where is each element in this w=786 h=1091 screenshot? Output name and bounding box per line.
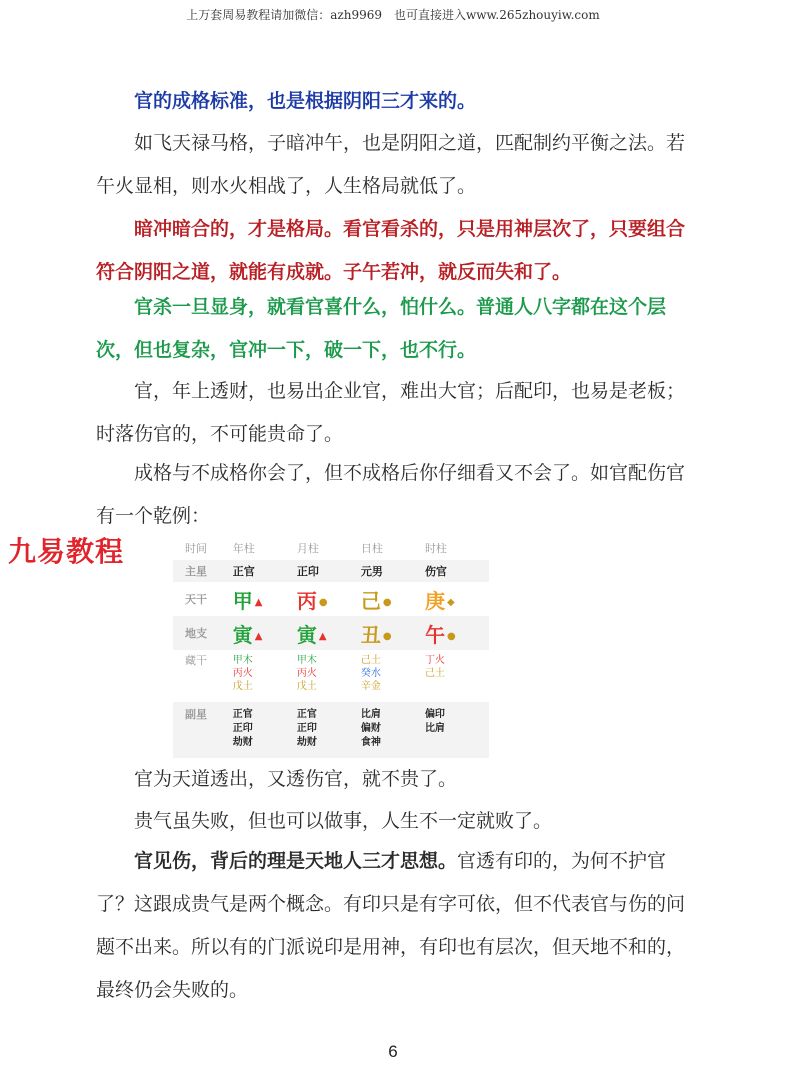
page-number: 6 <box>388 1042 398 1061</box>
paragraph-2: 如飞天禄马格，子暗冲午，也是阴阳之道，匹配制约平衡之法。若午火显相，则水火相战了，人生格局就低了。 <box>96 132 686 197</box>
branch-day: 丑 <box>360 622 381 647</box>
sub-star: 偏财 <box>360 723 381 734</box>
sub-star: 正官 <box>296 709 317 720</box>
hidden-stem: 甲木 <box>232 655 253 666</box>
bazi-row-stems <box>173 582 489 616</box>
sub-stars-day <box>361 708 425 750</box>
hidden-day <box>361 654 425 693</box>
main-star-year: 正官 <box>232 565 255 578</box>
paragraph-4: 官杀一旦显身，就看官喜什么，怕什么。普通人八字都在这个层次，但也复杂，官冲一下，破一下，也不行。 <box>96 296 667 361</box>
row-label-main-star: 主星 <box>185 565 207 578</box>
main-star-month: 正印 <box>296 565 319 578</box>
hidden-stem: 丙火 <box>232 668 253 679</box>
column-header-day: 日柱 <box>360 542 383 555</box>
sub-star: 正印 <box>296 723 317 734</box>
paragraph-1: 官的成格标准，也是根据阴阳三才来的。 <box>134 90 477 112</box>
bazi-row-header <box>173 536 489 560</box>
page-header: 上万套周易教程请加微信：azh9969 也可直接进入www.265zhouyiw.com <box>186 8 600 22</box>
fire-icon: ▲ <box>254 596 263 608</box>
bazi-row-branches <box>173 616 489 650</box>
row-label-sub-stars: 副星 <box>185 708 207 721</box>
hidden-stem: 戊土 <box>232 681 253 692</box>
hidden-stem: 己土 <box>424 668 445 679</box>
paragraph-7: 官为天道透出，又透伤官，就不贵了。 <box>134 768 458 790</box>
cloud-icon: ● <box>382 630 392 642</box>
bazi-chart <box>173 536 489 756</box>
stem-hour: 庚 <box>424 588 445 613</box>
column-header-year: 年柱 <box>232 542 255 555</box>
paragraph-3: 暗冲暗合的，才是格局。看官看杀的，只是用神层次了，只要组合符合阴阳之道，就能有成就。子午若冲，就反而失和了。 <box>96 218 686 283</box>
hidden-stem: 甲木 <box>296 655 317 666</box>
sub-star: 比肩 <box>360 709 381 720</box>
cloud-icon: ● <box>318 596 328 608</box>
paragraph-9-rest: 官透有印的，为何不护官了？这跟成贵气是两个概念。有印只是有字可依，但不代表官与伤的问题不出来。所以有的门派说印是用神，有印也有层次，但天地不和的，最终仍会失败的。 <box>96 850 686 1001</box>
row-label-stems: 天干 <box>185 593 207 606</box>
stem-day: 己 <box>360 588 381 613</box>
wind-icon: ◆ <box>446 596 455 608</box>
bazi-row-main-star <box>173 560 489 582</box>
hidden-stem: 戊土 <box>296 681 317 692</box>
sub-star: 劫财 <box>296 737 317 748</box>
main-star-hour: 伤官 <box>424 565 447 578</box>
row-label-branches: 地支 <box>185 627 207 640</box>
main-star-day: 元男 <box>360 565 383 578</box>
sub-star: 食神 <box>360 737 381 748</box>
hidden-stem: 丙火 <box>296 668 317 679</box>
fire-icon: ▲ <box>318 630 327 642</box>
paragraph-9 <box>96 840 696 1012</box>
branch-year: 寅 <box>232 622 253 647</box>
sub-star: 偏印 <box>424 709 445 720</box>
bazi-row-hidden-stems <box>173 650 489 702</box>
hidden-month <box>297 654 361 693</box>
cloud-icon: ● <box>446 630 456 642</box>
hidden-hour <box>425 654 489 680</box>
hidden-stem: 辛金 <box>360 681 381 692</box>
sub-star: 正印 <box>232 723 253 734</box>
branch-month: 寅 <box>296 622 317 647</box>
paragraph-5: 官，年上透财，也易出企业官，难出大官；后配印，也易是老板；时落伤官的，不可能贵命了。 <box>96 380 686 445</box>
row-label-hidden: 藏干 <box>185 654 207 667</box>
hidden-year <box>233 654 297 693</box>
sub-star: 正官 <box>232 709 253 720</box>
sub-star: 劫财 <box>232 737 253 748</box>
sub-stars-hour <box>425 708 489 736</box>
watermark-logo: 九易教程 <box>8 535 125 568</box>
branch-hour: 午 <box>424 622 445 647</box>
stem-year: 甲 <box>232 588 253 613</box>
row-label-time: 时间 <box>185 542 207 555</box>
bazi-row-sub-stars <box>173 702 489 758</box>
sub-star: 比肩 <box>424 723 445 734</box>
hidden-stem: 己土 <box>360 655 381 666</box>
sub-stars-year <box>233 708 297 750</box>
column-header-month: 月柱 <box>296 542 319 555</box>
hidden-stem: 癸水 <box>360 668 381 679</box>
sub-stars-month <box>297 708 361 750</box>
fire-icon: ▲ <box>254 630 263 642</box>
hidden-stem: 丁火 <box>424 655 445 666</box>
cloud-icon: ● <box>382 596 392 608</box>
paragraph-6: 成格与不成格你会了，但不成格后你仔细看又不会了。如官配伤官有一个乾例： <box>96 462 686 527</box>
paragraph-8: 贵气虽失败，但也可以做事，人生不一定就败了。 <box>134 810 553 832</box>
column-header-hour: 时柱 <box>424 542 447 555</box>
stem-month: 丙 <box>296 588 317 613</box>
paragraph-9-bold: 官见伤，背后的理是天地人三才思想。 <box>134 850 458 872</box>
